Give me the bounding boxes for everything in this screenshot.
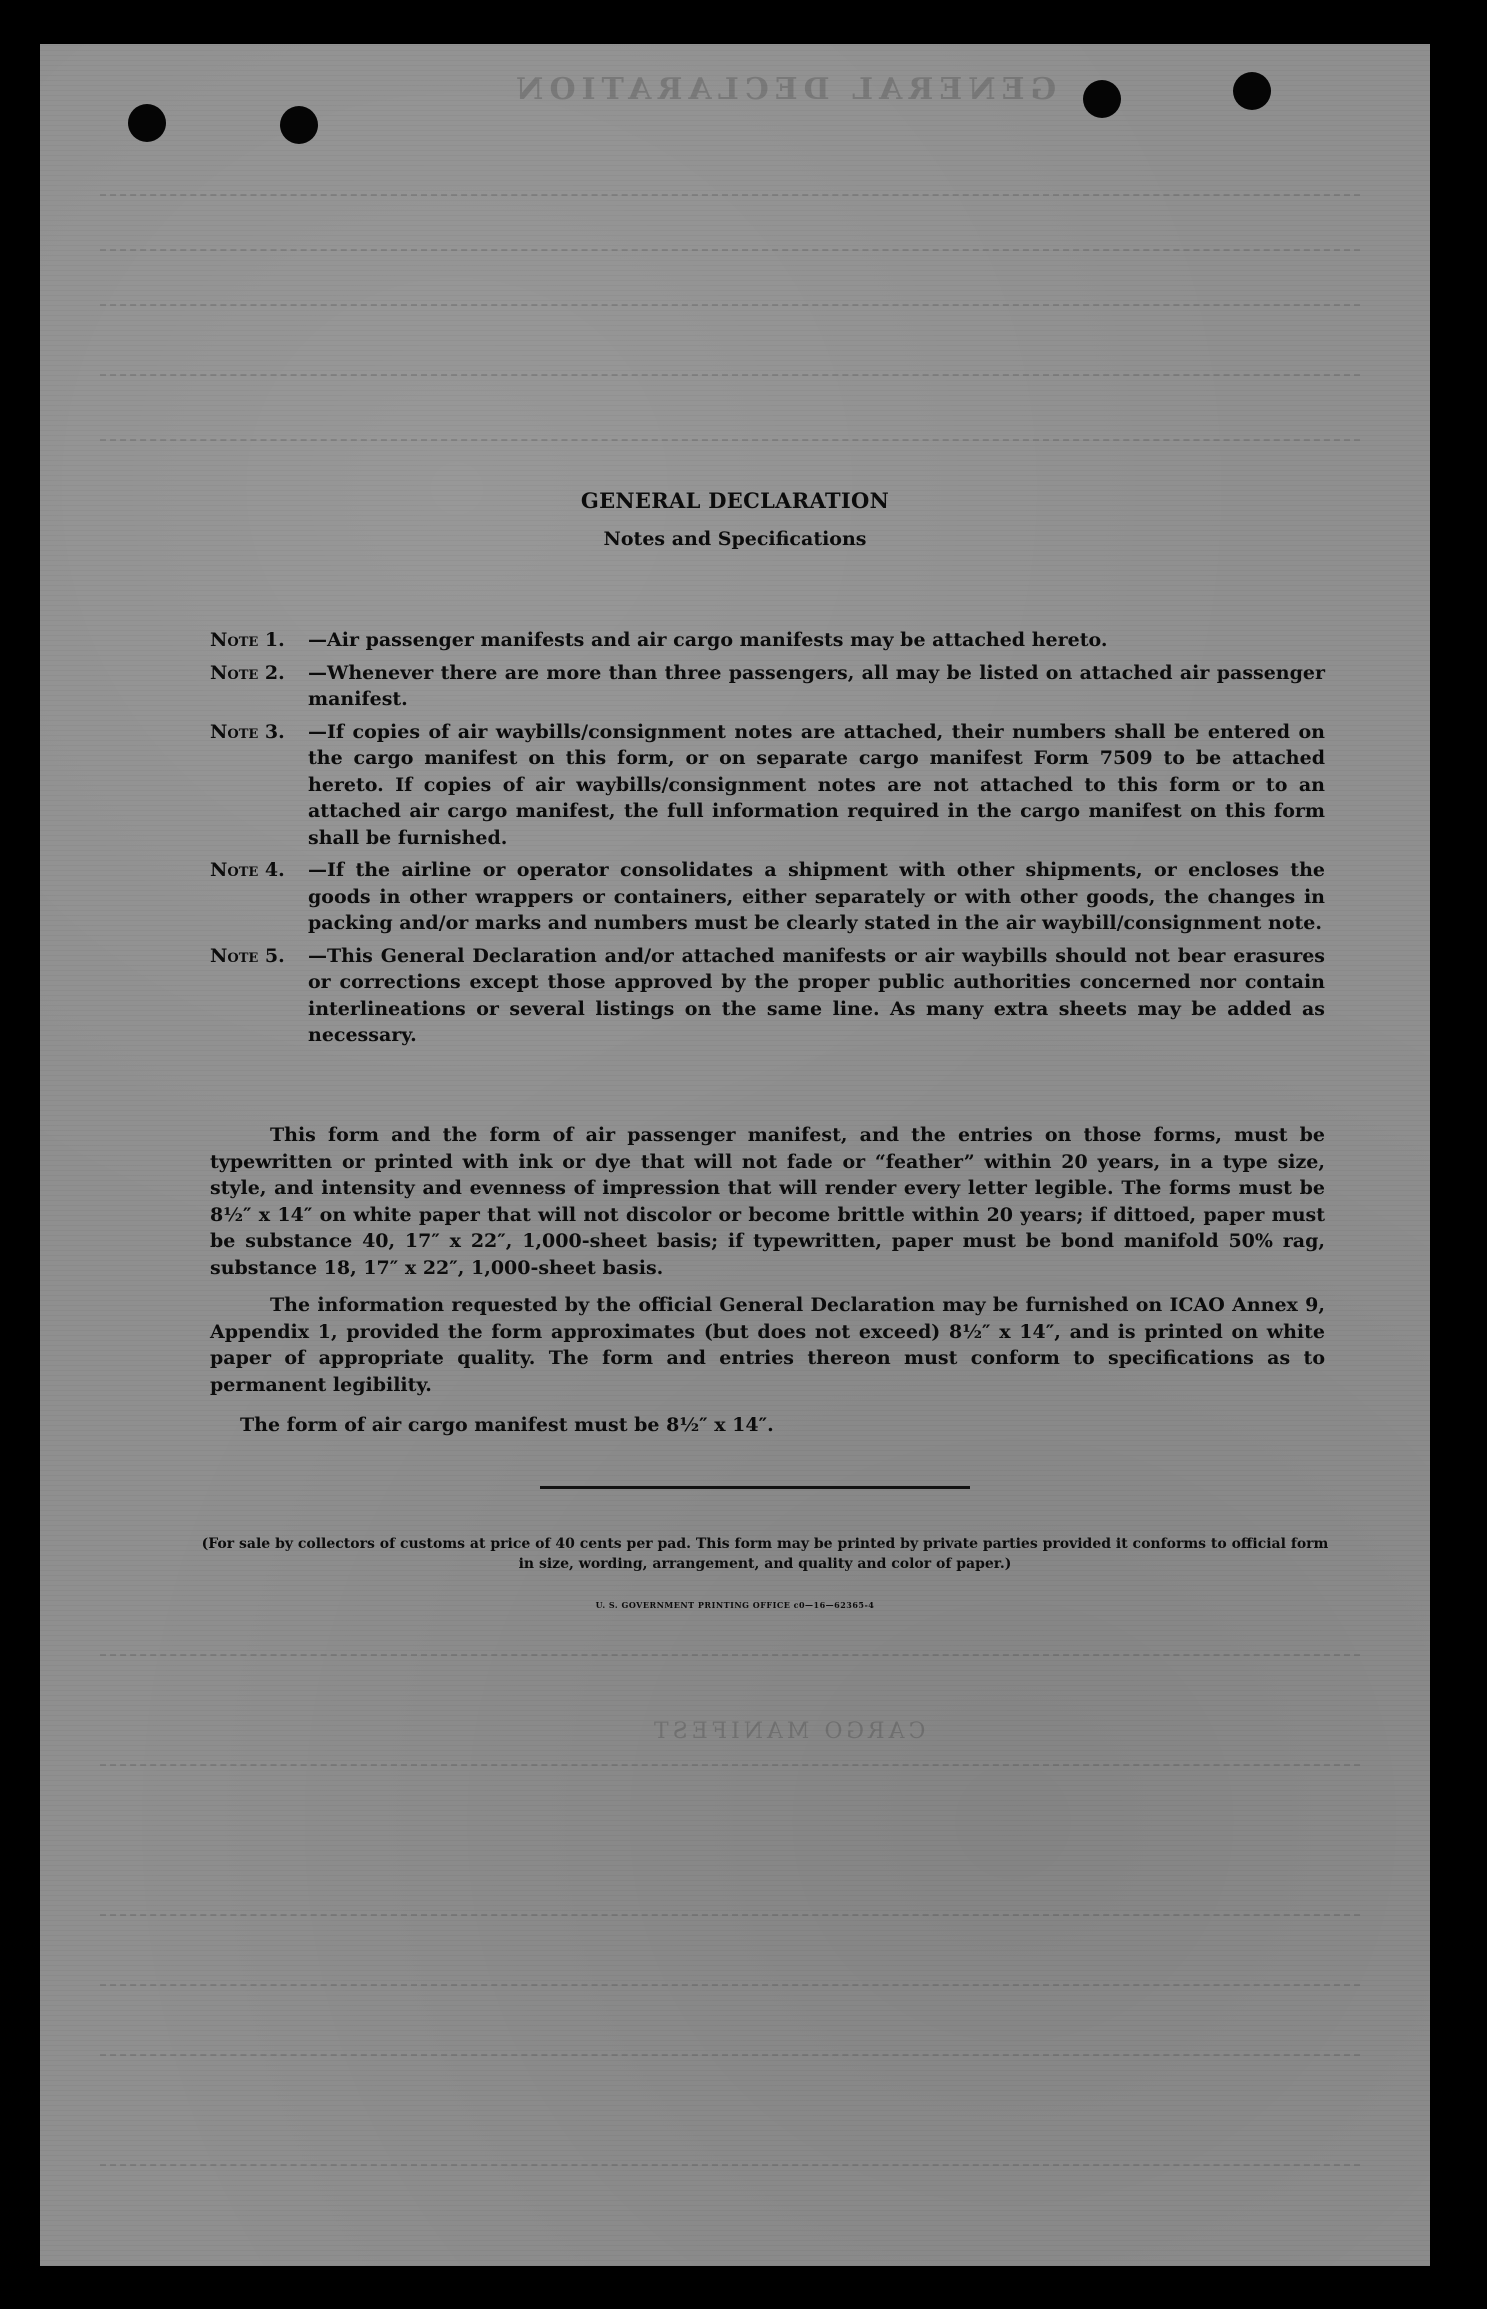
note-3: [210, 719, 1325, 852]
note-5: [210, 943, 1325, 1049]
show-through-line: [100, 304, 1360, 306]
show-through-line: [100, 249, 1360, 251]
note-text: —If copies of air waybills/consignment notes are attached, their numbers shall be entered on the cargo manifest on this form, or on separate cargo manifest Form 7509 to be attached hereto. If copies of air waybills/consignment notes are not attached to this form or to an attached air cargo manifest, the full information required in the cargo manifest on this form shall be furnished.: [308, 720, 1325, 849]
paragraph-icao: The information requested by the official General Declaration may be furnished on ICAO Annex 9, Appendix 1, provided the form approximates (but does not exceed) 8½″ x 14″, and is printed on white paper of appropriate quality. The form and entries thereon must conform to specifications as to permanent legibility.: [210, 1294, 1325, 1396]
punch-hole-3: [1083, 80, 1121, 118]
note-text: —Whenever there are more than three passengers, all may be listed on attached air passenger manifest.: [308, 661, 1325, 710]
document-title: GENERAL DECLARATION: [580, 488, 890, 513]
show-through-line: [100, 1984, 1360, 1986]
paragraph-form-specs: This form and the form of air passenger manifest, and the entries on those forms, must be typewritten or printed with ink or dye that will not fade or “feather” within 20 years, in a type size, style, and intensity and evenness of impression that will render every letter legible. The forms must be 8½″ x 14″ on white paper that will not discolor or become brittle within 20 years; if dittoed, paper must be substance 40, 17″ x 22″, 1,000-sheet basis; if typewritten, paper must be bond manifold 50% rag, substance 18, 17″ x 22″, 1,000-sheet basis.: [210, 1124, 1325, 1279]
show-through-cargo-title: CARGO MANIFEST: [650, 1719, 926, 1744]
sale-notice: (For sale by collectors of customs at price of 40 cents per pad. This form may be printed by private parties provided it conforms to official form in size, wording, arrangement, and quality and color of paper.): [201, 1536, 1329, 1572]
note-text: —Air passenger manifests and air cargo manifests may be attached hereto.: [308, 629, 1108, 651]
note-text: —If the airline or operator consolidates a shipment with other shipments, or encloses the goods in other wrappers or containers, either separately or with other goods, the changes in packing and/or marks and numbers must be clearly stated in the air waybill/consignment note.: [308, 859, 1325, 934]
document-page: [40, 44, 1430, 2266]
show-through-line: [100, 1764, 1360, 1766]
punch-hole-1: [128, 104, 166, 142]
show-through-line: [100, 2054, 1360, 2056]
note-label: Note 3.: [210, 720, 285, 743]
show-through-line: [100, 374, 1360, 376]
show-through-line: [100, 439, 1360, 441]
note-label: Note 5.: [210, 944, 285, 967]
show-through-line: [100, 1654, 1360, 1656]
note-2: [210, 660, 1325, 713]
notes-list: [210, 627, 1325, 1055]
note-label: Note 1.: [210, 629, 285, 651]
note-text: —This General Declaration and/or attached manifests or air waybills should not bear erasures or corrections except those approved by the proper public authorities concerned nor contain interlineations or several listings on the same line. As many extra sheets may be added as necessary.: [308, 944, 1325, 1046]
punch-hole-2: [280, 106, 318, 144]
document-subtitle: Notes and Specifications: [603, 528, 867, 550]
punch-hole-4: [1233, 72, 1271, 110]
printer-imprint: U. S. GOVERNMENT PRINTING OFFICE c0—16—62365-4: [595, 1600, 875, 1610]
note-label: Note 4.: [210, 859, 285, 881]
show-through-header: GENERAL DECLARATION: [510, 72, 1057, 107]
show-through-line: [100, 2164, 1360, 2166]
show-through-line: [100, 1914, 1360, 1916]
note-label: Note 2.: [210, 661, 285, 684]
divider-rule: [540, 1486, 970, 1489]
paragraph-cargo-size: The form of air cargo manifest must be 8½″ x 14″.: [240, 1414, 774, 1436]
note-1: [210, 627, 1325, 654]
show-through-line: [100, 194, 1360, 196]
note-4: [210, 857, 1325, 937]
